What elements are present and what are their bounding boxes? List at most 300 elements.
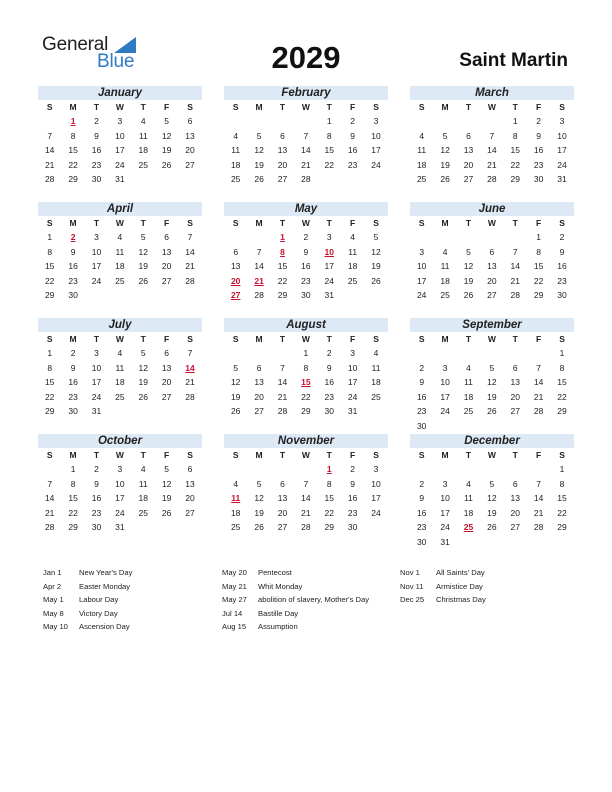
day-cell: 31 [347,406,358,416]
holiday-date: May 10 [43,622,68,632]
day-cell: 13 [487,261,497,271]
weekday-header [410,100,574,114]
holiday-column [222,566,369,634]
day-cell: 4 [233,130,239,141]
weekday-label: M [69,450,77,460]
day-cell: 11 [138,478,148,489]
day-cell [433,230,456,245]
weekday-label: S [187,102,193,112]
week-row [224,172,388,187]
day-cell: 30 [347,522,358,532]
day-cell: 13 [510,493,520,503]
weekday-label: M [255,102,263,112]
day-cell: 17 [91,377,102,387]
day-cell: 9 [326,362,332,373]
day-cell [504,346,527,361]
weekday-label: S [559,334,565,344]
day-cell [364,172,387,187]
day-cell [108,288,131,303]
day-cell: 8 [326,130,332,141]
day-cell: 2 [350,464,356,474]
day-cell [527,462,550,477]
day-cell: 25 [138,507,148,518]
month-title: June [410,202,574,216]
day-cell: 17 [91,261,102,271]
day-cell: 12 [230,377,241,387]
weekday-label: W [487,218,496,228]
week-row [38,477,202,492]
day-cell: 1 [47,232,53,242]
day-cell: 22 [557,507,567,518]
week-row [410,506,574,521]
day-cell: 21 [301,507,311,518]
holiday-day: 8 [280,246,285,257]
day-cell: 15 [557,377,567,387]
day-cell: 31 [115,522,125,532]
day-cell: 28 [44,174,55,184]
day-cell: 11 [417,145,427,155]
day-cell: 14 [44,493,55,503]
weekday-label: S [559,102,565,112]
holiday-name: New Year's Day [79,568,133,577]
weekday-label: W [301,334,310,344]
holiday-entry [222,607,369,621]
day-cell: 26 [254,174,264,184]
holiday-day: 15 [301,377,311,387]
day-cell [132,172,155,187]
holiday-name: Armistice Day [436,581,483,591]
day-cell: 17 [115,145,125,155]
day-cell: 28 [277,406,288,416]
day-cell: 28 [254,290,264,300]
weekday-label: S [418,218,425,228]
holiday-day: 1 [70,116,76,126]
week-row [410,114,574,129]
day-cell [271,462,294,477]
day-cell: 7 [303,478,309,489]
day-cell: 17 [115,493,125,503]
holiday-name: All Saints' Day [436,568,485,577]
day-cell: 14 [44,145,55,155]
holiday-name: Assumption [258,622,298,632]
weekday-label: W [115,450,124,460]
day-cell: 28 [185,391,195,402]
day-cell: 16 [347,145,358,155]
month-title: October [38,434,202,448]
holiday-name: Victory Day [79,608,118,618]
week-row [38,230,202,245]
week-row [38,462,202,477]
weekday-label: W [487,334,496,344]
weekday-label: F [164,334,170,344]
day-cell: 20 [510,507,520,518]
day-cell: 23 [324,391,334,402]
day-cell: 7 [280,362,285,373]
week-row [38,491,202,506]
day-cell: 12 [161,130,172,141]
day-cell: 18 [138,493,148,503]
day-cell: 2 [326,348,332,358]
weekday-label: W [115,334,124,344]
day-cell: 1 [559,464,565,474]
day-cell: 7 [256,246,262,257]
day-cell [457,535,480,550]
day-cell: 21 [510,275,520,286]
day-cell: 4 [140,464,146,474]
day-cell: 26 [254,522,264,532]
day-cell: 23 [557,275,567,286]
day-cell: 31 [324,290,334,300]
day-cell: 26 [487,522,497,532]
weekday-label: S [559,450,565,460]
week-row [410,404,574,419]
day-cell: 7 [536,478,542,489]
day-cell: 15 [68,493,78,503]
logo-general-text: General [42,34,109,55]
month-april [38,202,202,303]
day-cell: 18 [115,261,125,271]
holiday-name: Labour Day [79,595,119,605]
day-cell [155,404,178,419]
week-row [224,462,388,477]
day-cell: 10 [115,478,125,489]
day-cell: 21 [185,261,195,271]
weekday-label: S [373,218,379,228]
day-cell: 16 [533,145,544,155]
weekday-label: S [46,218,53,228]
week-row [224,259,388,274]
day-cell: 6 [187,116,193,126]
day-cell: 9 [70,362,76,373]
holiday-date: Nov 1 [400,568,420,577]
week-row [224,520,388,535]
day-cell [457,346,480,361]
day-cell: 7 [512,246,518,257]
weekday-label: T [140,218,146,228]
day-cell: 25 [440,290,450,300]
day-cell: 23 [416,522,427,532]
day-cell: 14 [487,145,497,155]
holiday-entry [43,593,132,607]
week-row [410,274,574,289]
day-cell: 2 [94,464,99,474]
week-row [410,158,574,173]
day-cell [38,462,61,477]
weekday-header [224,332,388,346]
day-cell: 29 [68,522,78,532]
day-cell: 21 [277,391,288,402]
day-cell: 21 [533,391,544,402]
holiday-date: Jan 1 [43,568,62,577]
weekday-label: W [115,102,124,112]
week-row [38,404,202,419]
day-cell: 15 [557,493,567,503]
day-cell: 9 [536,130,542,141]
day-cell: 8 [512,130,518,141]
day-cell: 4 [466,362,471,373]
day-cell: 21 [301,159,311,170]
day-cell: 24 [371,507,381,518]
weekday-label: F [164,450,170,460]
week-row [38,143,202,158]
day-cell: 17 [371,493,381,503]
day-cell: 6 [512,362,518,373]
day-cell: 20 [277,159,288,170]
day-cell: 11 [371,362,381,373]
day-cell: 29 [533,290,544,300]
weekday-label: F [536,334,542,344]
day-cell: 17 [371,145,381,155]
day-cell: 30 [301,290,311,300]
day-cell: 19 [487,391,497,402]
day-cell: 20 [161,261,172,271]
week-row [410,361,574,376]
day-cell: 13 [161,362,172,373]
month-august [224,318,388,419]
day-cell: 19 [161,493,172,503]
holiday-name: Pentecost [258,568,292,577]
day-cell: 9 [70,246,76,257]
weekday-label: T [279,102,286,112]
day-cell: 18 [463,507,474,518]
day-cell: 27 [254,406,264,416]
week-row [38,346,202,361]
week-row [410,259,574,274]
holiday-day: 1 [280,232,285,242]
day-cell: 2 [70,348,76,358]
weekday-label: T [465,334,472,344]
day-cell: 1 [70,464,76,474]
holiday-entry [222,566,369,580]
day-cell [433,462,456,477]
day-cell: 17 [324,261,334,271]
day-cell: 13 [277,145,288,155]
day-cell: 9 [94,130,99,141]
weekday-header [410,448,574,462]
day-cell: 9 [350,478,356,489]
day-cell: 26 [161,507,172,518]
week-row [224,404,388,419]
day-cell: 30 [533,174,544,184]
weekday-label: S [418,334,425,344]
day-cell: 23 [347,159,358,170]
day-cell: 4 [140,116,146,126]
weekday-header [38,100,202,114]
weekday-header [224,100,388,114]
day-cell [504,230,527,245]
holiday-column [43,566,132,634]
weekday-label: T [279,218,286,228]
week-row [38,172,202,187]
day-cell [108,404,131,419]
day-cell: 3 [442,478,448,489]
month-december [410,434,574,549]
day-cell [155,520,178,535]
day-cell: 29 [44,290,55,300]
day-cell: 7 [47,130,53,141]
day-cell: 16 [416,391,427,402]
day-cell: 7 [303,130,309,141]
day-cell [550,419,573,434]
holiday-name: Christmas Day [436,595,486,605]
day-cell: 5 [489,362,495,373]
day-cell [178,520,201,535]
day-cell [410,462,433,477]
day-cell: 15 [44,377,55,387]
day-cell: 5 [256,478,262,489]
weekday-label: S [46,102,53,112]
logo-blue-text: Blue [97,51,135,72]
day-cell: 3 [94,232,99,242]
day-cell: 16 [557,261,567,271]
day-cell: 6 [164,232,170,242]
holiday-date: Nov 11 [400,581,424,591]
day-cell: 12 [463,261,474,271]
week-row [38,361,202,376]
day-cell: 5 [466,246,471,257]
day-cell: 28 [44,522,55,532]
day-cell: 22 [324,159,334,170]
day-cell: 28 [185,275,195,286]
weekday-label: M [441,218,449,228]
week-row [38,274,202,289]
day-cell: 24 [416,290,427,300]
day-cell [457,230,480,245]
day-cell [224,346,247,361]
weekday-label: S [46,450,53,460]
day-cell: 19 [138,261,148,271]
week-row [410,375,574,390]
day-cell: 15 [68,145,78,155]
day-cell: 24 [440,406,450,416]
day-cell: 26 [138,391,148,402]
day-cell [247,114,270,129]
day-cell: 7 [47,478,53,489]
holiday-name: Easter Monday [79,581,131,591]
day-cell: 19 [138,377,148,387]
day-cell [480,419,503,434]
day-cell [480,462,503,477]
day-cell: 6 [466,130,471,141]
day-cell: 17 [440,391,450,402]
day-cell: 8 [47,246,53,257]
day-cell: 8 [559,478,565,489]
day-cell: 23 [91,159,102,170]
holiday-date: Apr 2 [43,581,62,591]
day-cell [271,346,294,361]
day-cell: 17 [557,145,567,155]
day-cell: 24 [115,507,125,518]
holiday-day: 14 [185,362,195,373]
day-cell: 24 [115,159,125,170]
day-cell: 25 [347,275,358,286]
day-cell [155,172,178,187]
day-cell: 13 [254,377,264,387]
week-row [410,143,574,158]
day-cell: 17 [416,275,427,286]
weekday-label: W [301,218,310,228]
week-row [410,230,574,245]
weekday-label: S [559,218,565,228]
day-cell: 22 [277,275,288,286]
weekday-label: W [487,102,496,112]
day-cell: 9 [559,246,565,257]
weekday-header [224,448,388,462]
day-cell [527,535,550,550]
week-row [38,520,202,535]
day-cell: 10 [91,246,102,257]
week-row [410,419,574,434]
weekday-label: F [350,450,356,460]
week-row [38,158,202,173]
day-cell: 29 [44,406,55,416]
day-cell: 20 [254,391,264,402]
day-cell: 6 [280,130,285,141]
holiday-entry [222,580,369,594]
holiday-day: 20 [230,275,241,286]
day-cell: 27 [185,159,195,170]
weekday-label: T [279,450,286,460]
day-cell: 12 [487,377,497,387]
day-cell [364,288,387,303]
holiday-date: Aug 15 [222,622,247,632]
weekday-header [38,216,202,230]
weekday-label: F [164,218,170,228]
week-row [410,477,574,492]
day-cell: 27 [185,507,195,518]
day-cell: 3 [117,116,123,126]
day-cell: 3 [350,348,356,358]
day-cell: 8 [70,130,76,141]
weekday-label: T [326,334,332,344]
holiday-date: May 8 [43,608,64,618]
day-cell: 30 [68,406,78,416]
day-cell: 21 [487,159,497,170]
day-cell: 25 [230,174,241,184]
weekday-label: T [93,102,100,112]
day-cell: 27 [277,174,288,184]
day-cell: 11 [440,261,450,271]
day-cell: 6 [256,362,262,373]
day-cell: 20 [185,493,195,503]
day-cell [178,172,201,187]
month-february [224,86,388,187]
weekday-label: S [232,218,239,228]
day-cell: 19 [254,159,264,170]
weekday-label: T [465,450,472,460]
weekday-label: S [187,218,193,228]
day-cell: 16 [68,261,78,271]
holiday-day: 27 [230,290,241,300]
week-row [410,245,574,260]
week-row [224,143,388,158]
day-cell [132,288,155,303]
day-cell: 16 [416,507,427,518]
day-cell: 12 [138,246,148,257]
weekday-label: S [418,102,425,112]
weekday-label: S [373,450,379,460]
day-cell: 15 [44,261,55,271]
day-cell [178,404,201,419]
week-row [224,346,388,361]
day-cell: 26 [463,290,474,300]
month-title: November [224,434,388,448]
day-cell [85,288,108,303]
weekday-label: T [140,450,146,460]
day-cell: 7 [187,348,193,358]
day-cell: 10 [347,362,358,373]
holiday-day: 21 [254,275,264,286]
